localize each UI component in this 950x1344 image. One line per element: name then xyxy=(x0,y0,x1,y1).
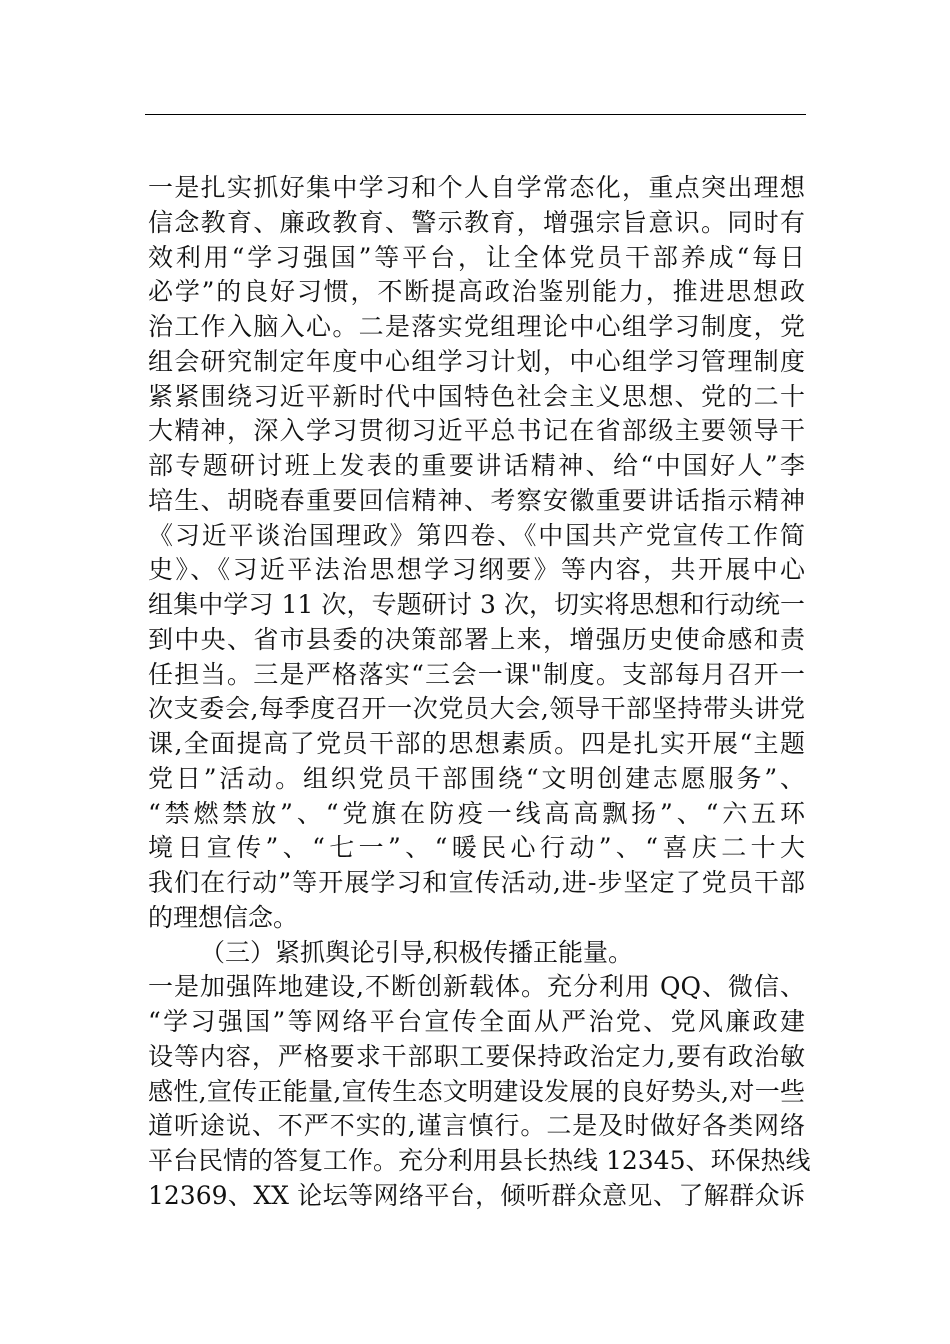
text-line: 课,全面提高了党员干部的思想素质。四是扎实开展“主题 xyxy=(148,729,805,758)
text-line: 12369、XX 论坛等网络平台，倾听群众意见、了解群众诉 xyxy=(148,1180,805,1210)
text-line: 治工作入脑入心。二是落实党组理论中心组学习制度，党 xyxy=(148,312,805,341)
paragraph-study-activities xyxy=(148,171,805,936)
text-line: 史》、《习近平法治思想学习纲要》等内容，共开展中心 xyxy=(148,555,805,585)
text-line: 平台民情的答复工作。充分利用县长热线 12345、环保热线 xyxy=(148,1146,811,1175)
text-line: “禁燃禁放”、“党旗在防疫一线高高飘扬”、“六五环 xyxy=(148,798,805,828)
paragraph-public-opinion xyxy=(148,970,811,1213)
text-line: “学习强国”等网络平台宣传全面从严治党、党风廉政建 xyxy=(148,1007,805,1036)
text-line: 组会研究制定年度中心组学习计划，中心组学习管理制度 xyxy=(148,346,805,376)
text-line: 效利用“学习强国”等平台，让全体党员干部养成“每日 xyxy=(148,242,805,272)
text-line: 一是加强阵地建设,不断创新载体。充分利用 QQ、微信、 xyxy=(148,972,805,1002)
header-rule xyxy=(145,114,806,115)
section-heading: （三）紧抓舆论引导,积极传播正能量。 xyxy=(200,937,633,967)
text-line: 设等内容，严格要求干部职工要保持政治定力,要有政治敏 xyxy=(148,1041,805,1071)
text-line: 道听途说、不严不实的,谨言慎行。二是及时做好各类网络 xyxy=(148,1111,805,1141)
text-line: 感性,宣传正能量,宣传生态文明建设发展的良好势头,对一些 xyxy=(148,1076,805,1106)
text-line: 组集中学习 11 次，专题研讨 3 次，切实将思想和行动统一 xyxy=(148,590,805,619)
text-line: 必学”的良好习惯，不断提高政治鉴别能力，推进思想政 xyxy=(148,277,805,307)
text-line: 我们在行动”等开展学习和宣传活动,进-步坚定了党员干部 xyxy=(148,868,805,897)
text-line: 境日宣传”、“七一”、“暖民心行动”、“喜庆二十大 xyxy=(148,833,805,863)
text-line: 大精神，深入学习贯彻习近平总书记在省部级主要领导干 xyxy=(148,416,805,446)
document-body xyxy=(148,171,811,1214)
text-line: 一是扎实抓好集中学习和个人自学常态化，重点突出理想 xyxy=(148,173,805,202)
text-line: 信念教育、廉政教育、警示教育，增强宗旨意识。同时有 xyxy=(148,207,805,237)
text-line: 任担当。三是严格落实“三会一课"制度。支部每月召开一 xyxy=(148,659,805,689)
text-line: 紧紧围绕习近平新时代中国特色社会主义思想、党的二十 xyxy=(148,381,805,411)
text-line: 到中央、省市县委的决策部署上来，增强历史使命感和责 xyxy=(148,624,805,654)
text-line: 次支委会,每季度召开一次党员大会,领导干部坚持带头讲党 xyxy=(148,694,805,724)
text-line: 培生、胡晓春重要回信精神、考察安徽重要讲话指示精神 xyxy=(148,485,805,515)
text-line: 党日”活动。组织党员干部围绕“文明创建志愿服务”、 xyxy=(148,763,805,793)
text-line: 《习近平谈治国理政》第四卷、《中国共产党宣传工作简 xyxy=(148,520,805,550)
text-line: 的理想信念。 xyxy=(148,902,299,932)
text-line: 部专题研讨班上发表的重要讲话精神、给“中国好人”李 xyxy=(148,451,805,480)
